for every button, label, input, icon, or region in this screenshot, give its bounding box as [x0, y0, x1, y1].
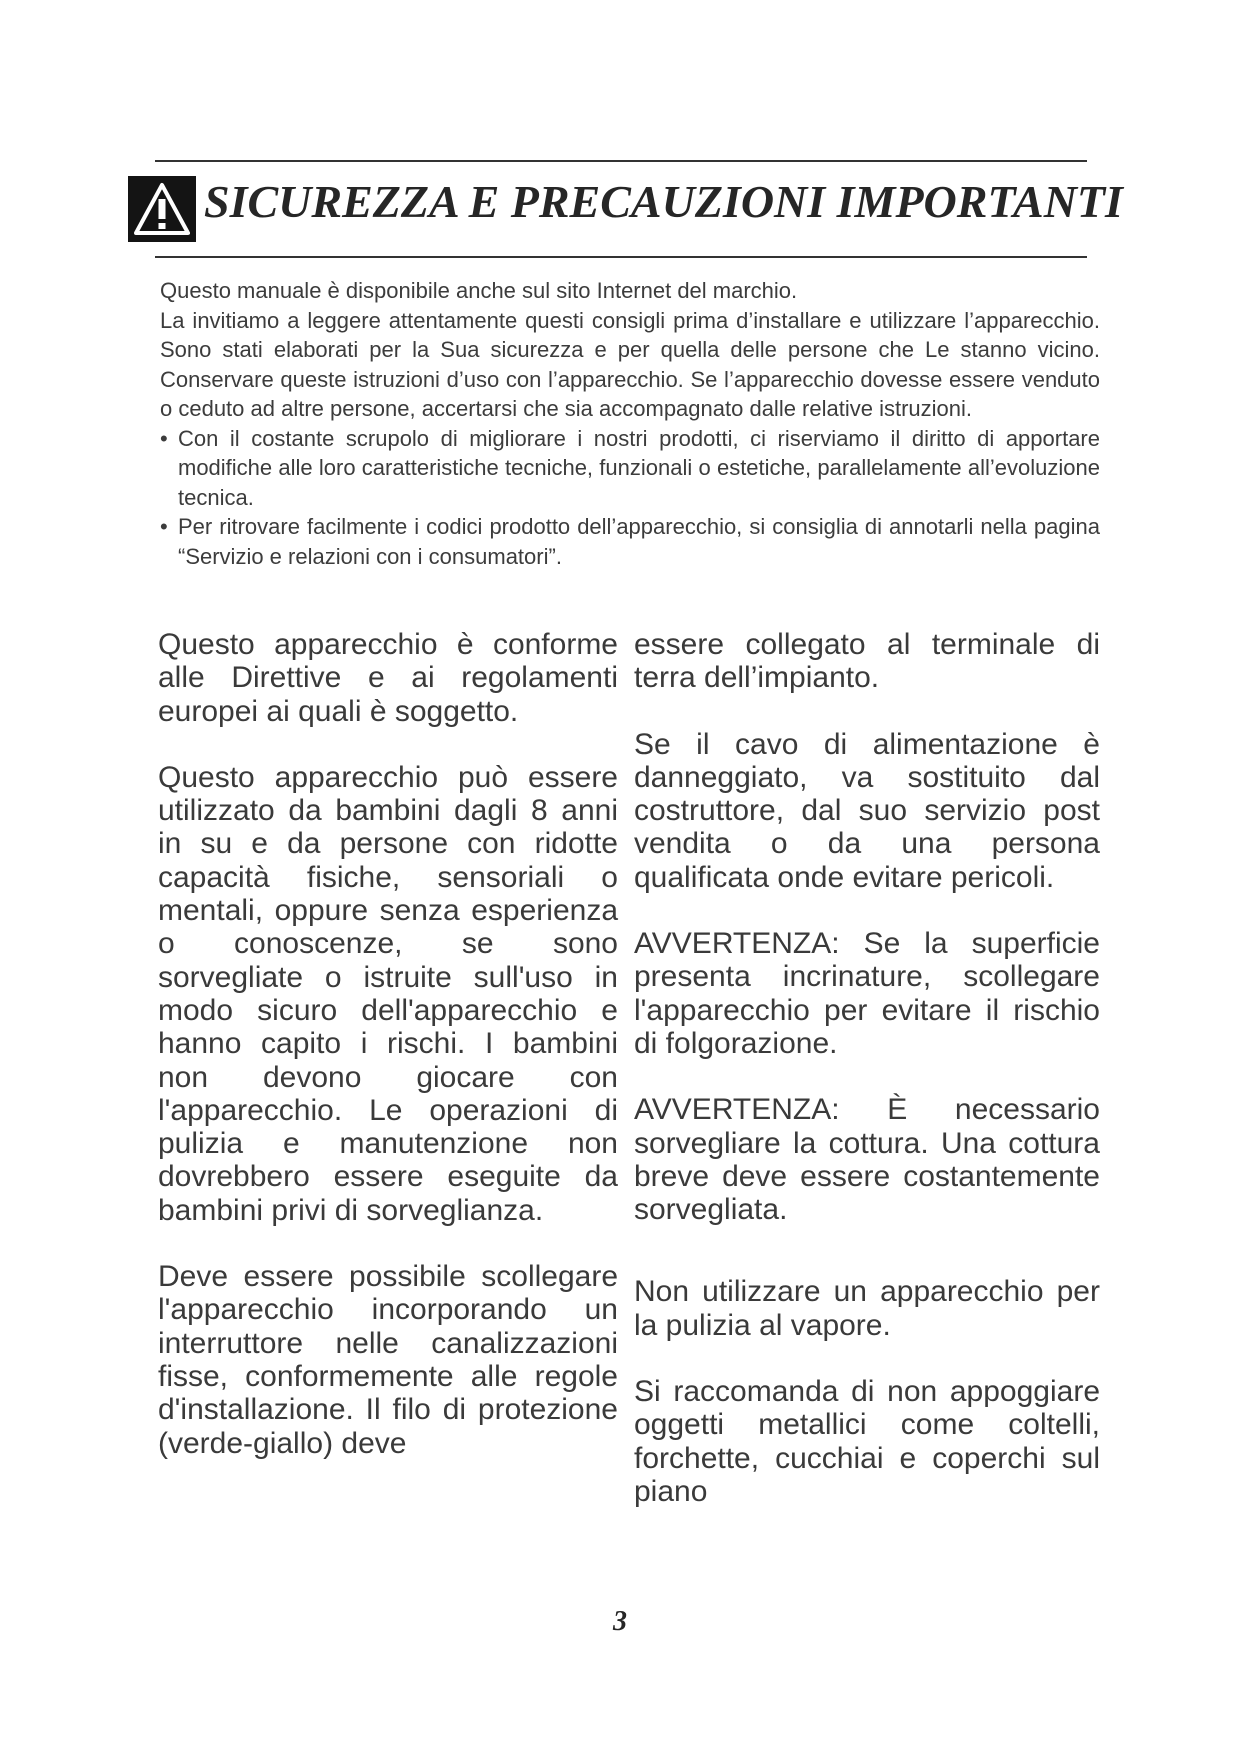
right-column: [634, 628, 1100, 1508]
paragraph-children-use: Questo apparecchio può essere utilizzato da bambini dagli 8 anni in su e da persone con ridotte capacità fisiche, sensoriali o mentali, oppure senza esperienza o conoscenze, se sono sorvegliate o istruite sull'uso in modo sicuro dell'apparecchio e hanno capito i rischi. I bambini non devono giocare con l'apparecchio. Le operazioni di pulizia e manutenzione non dovrebbero essere eseguite da bambini privi di sorveglianza.: [158, 760, 618, 1227]
header-rule-bottom: [155, 256, 1087, 258]
paragraph-metal-objects: Si raccomanda di non appoggiare oggetti metallici come coltelli, forchette, cucchiai e coperchi sul piano: [634, 1375, 1100, 1508]
paragraph-warning-supervise: AVVERTENZA: È necessario sorvegliare la cottura. Una cottura breve deve essere costantemente sorvegliata.: [634, 1093, 1100, 1227]
section-header: [128, 172, 1123, 244]
paragraph-disconnect: Deve essere possibile scollegare l'apparecchio incorporando un interruttore nelle canalizzazioni fisse, conformemente alle regole d'installazione. Il filo di protezione (verde-giallo) deve: [158, 1260, 618, 1460]
intro-bullet: [160, 512, 1100, 571]
intro-paragraph: La invitiamo a leggere attentamente questi consigli prima d’installare e utilizzare l’apparecchio. Sono stati elaborati per la Sua sicurezza e per quella delle persone che Le stanno vicino. Conservare queste istruzioni d’uso con l’apparecchio. Se l’apparecchio dovesse essere venduto o ceduto ad altre persone, accertarsi che sia accompagnato dalle relative istruzioni.: [160, 307, 1100, 421]
intro-bullet: [160, 424, 1100, 513]
bullet-text: Per ritrovare facilmente i codici prodotto dell’apparecchio, si consiglia di annotarli nella pagina “Servizio e relazioni con i consumatori”.: [178, 514, 1100, 569]
header-rule-top: [155, 160, 1087, 162]
paragraph-warning-cracks: AVVERTENZA: Se la superficie presenta incrinature, scollegare l'apparecchio per evitare il rischio di folgorazione.: [634, 927, 1100, 1060]
bullet-text: Con il costante scrupolo di migliorare i nostri prodotti, ci riserviamo il diritto di apportare modifiche alle loro caratteristiche tecniche, funzionali o estetiche, parallelamente all’evoluzione tecnica.: [178, 425, 1100, 510]
bullet-dot: •: [160, 425, 168, 451]
warning-triangle-icon: [128, 176, 196, 242]
page-number: 3: [613, 1606, 627, 1637]
intro-line: Questo manuale è disponibile anche sul sito Internet del marchio.: [160, 278, 798, 303]
paragraph-power-cable: Se il cavo di alimentazione è danneggiato, va sostituito dal costruttore, dal suo servizio post vendita o da una persona qualificata onde evitare pericoli.: [634, 727, 1100, 894]
bullet-dot: •: [160, 514, 168, 539]
paragraph-steam-cleaning: Non utilizzare un apparecchio per la pulizia al vapore.: [634, 1275, 1100, 1342]
intro-text: [160, 276, 1100, 571]
page-title: SICUREZZA E PRECAUZIONI IMPORTANTI: [204, 176, 1123, 227]
paragraph-earth: essere collegato al terminale di terra dell’impianto.: [634, 628, 1100, 695]
left-column: [158, 628, 618, 1460]
paragraph-conformity: Questo apparecchio è conforme alle Direttive e ai regolamenti europei ai quali è soggetto.: [158, 628, 618, 728]
